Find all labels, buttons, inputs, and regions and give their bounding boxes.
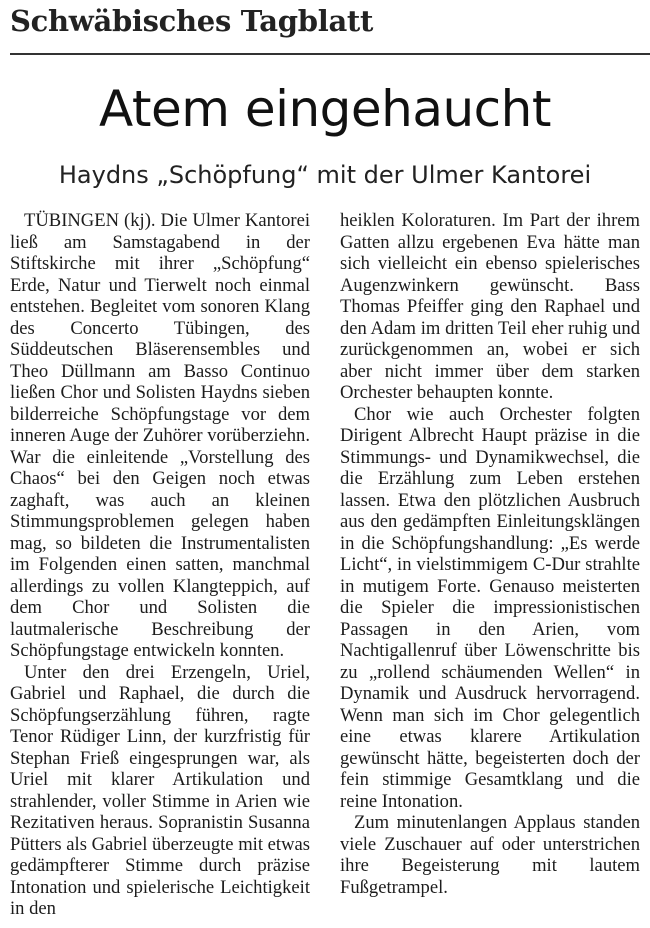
article-column-left	[10, 210, 310, 920]
article-headline: Atem eingehaucht	[99, 80, 551, 138]
article-column-right	[340, 210, 640, 898]
article-paragraph: Unter den drei Erzengeln, Uriel, Gabriel und Raphael, die durch die Schöpfungserzählung führen, ragte Tenor Rüdiger Linn, der kurzfristig für Stephan Frieß eingesprungen war, als Uriel mit klarer Artikulation und strahlender, voller Stimme in Arien wie Rezitativen heraus. Sopranistin Susanna Pütters als Gabriel überzeugte mit etwas gedämpfterer Stimme durch präzise Intonation und spielerische Leichtigkeit in den	[10, 661, 310, 919]
article-paragraph: Chor wie auch Orchester folgten Dirigent Albrecht Haupt präzise in die Stimmungs- und Dynamikwechsel, die die Erzählung zum Leben erstehen lassen. Etwa den plötzlichen Ausbruch aus den gedämpften Einleitungsklängen in die Schöpfungshandlung: „Es werde Licht“, in vielstimmigem C-Dur strahlte in mutigem Forte. Genauso meisterten die Spieler die impressionistischen Passagen in den Arien, vom Nachtigallenruf über Löwenschritte bis zu „rollend schäumenden Wellen“ in Dynamik und Ausdruck hervorragend. Wenn man sich im Chor gelegentlich eine etwas klarere Artikulation gewünscht hätte, begeisterten doch der fein stimmige Gesamtklang und die reine Intonation.	[340, 403, 640, 812]
article-paragraph: heiklen Koloraturen. Im Part der ihrem Gatten allzu ergebenen Eva hätte man sich vielleicht ein ebenso spielerisches Augenzwinkern gewünscht. Bass Thomas Pfeiffer ging den Raphael und den Adam im dritten Teil eher ruhig und zurückgenommen an, wobei er sich aber nicht immer über dem starken Orchester behaupten konnte.	[340, 210, 640, 403]
article-paragraph: Zum minutenlangen Applaus standen viele Zuschauer auf oder unterstrichen ihre Begeisterung mit lautem Fußgetrampel.	[340, 812, 640, 898]
masthead-rule	[10, 53, 650, 55]
article-paragraph: TÜBINGEN (kj). Die Ulmer Kantorei ließ am Samstagabend in der Stiftskirche mit ihrer „Schöpfung“ Erde, Natur und Tierwelt noch einmal entstehen. Begleitet vom sonoren Klang des Concerto Tübingen, des Süddeutschen Bläserensembles und Theo Düllmann am Basso Continuo ließen Chor und Solisten Haydns sieben bilderreiche Schöpfungstage vor dem inneren Auge der Zuhörer vorüberziehn. War die einleitende „Vorstellung des Chaos“ bei den Geigen noch etwas zaghaft, was auch an kleinen Stimmungsproblemen gelegen haben mag, so bildeten die Instrumentalisten im Folgenden einen satten, manchmal allerdings zu vollen Klangteppich, auf dem Chor und Solisten die lautmalerische Beschreibung der Schöpfungstage entwickeln konnten.	[10, 210, 310, 661]
newspaper-masthead: Schwäbisches Tagblatt	[10, 4, 374, 38]
article-subheadline: Haydns „Schöpfung“ mit der Ulmer Kantorei	[58, 161, 592, 189]
